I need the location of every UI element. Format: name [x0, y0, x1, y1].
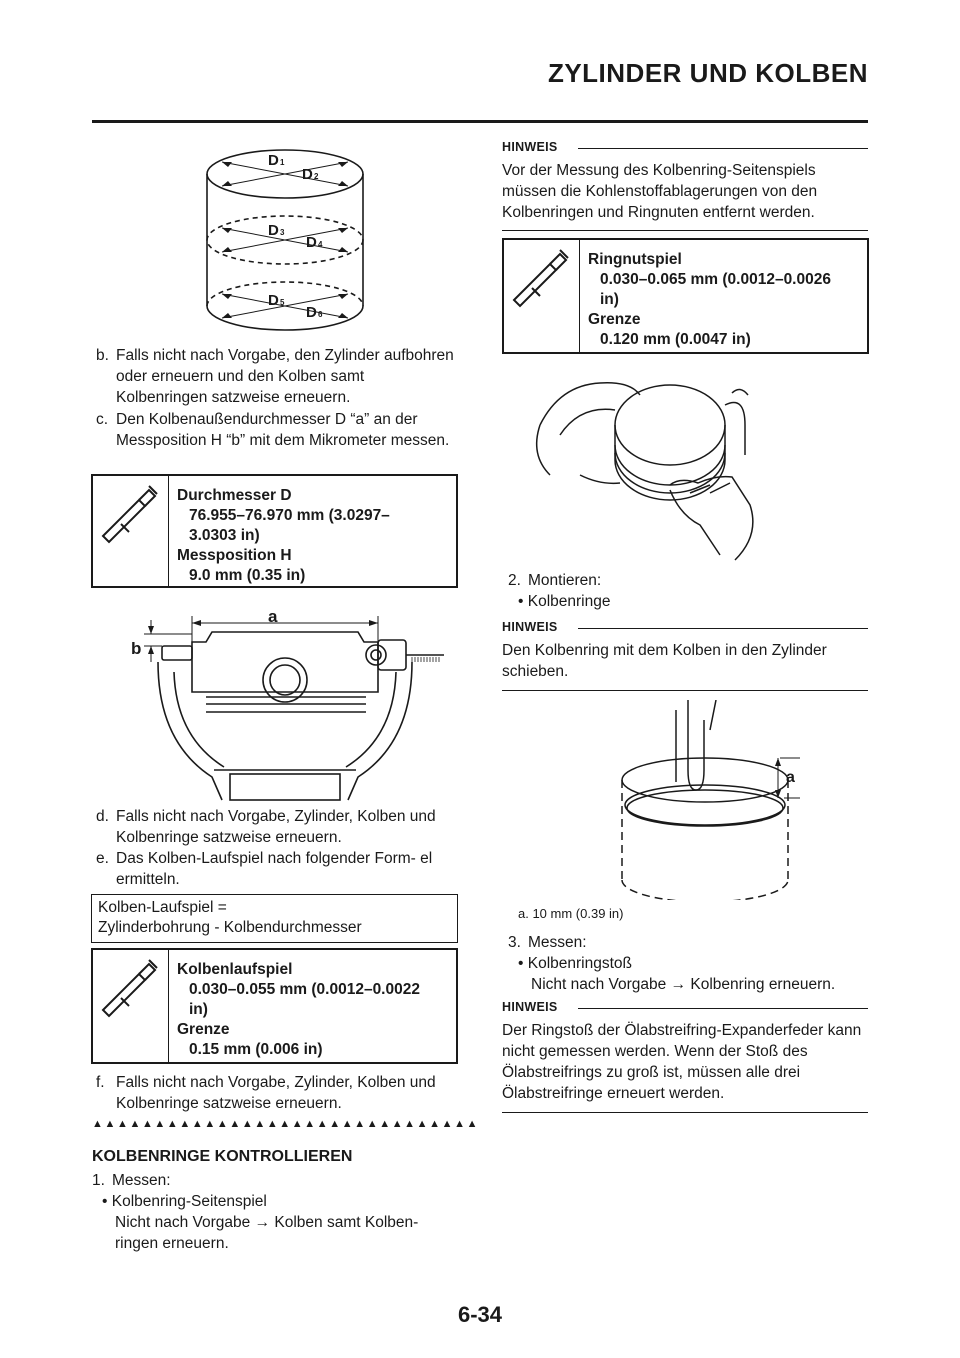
- svg-text:6: 6: [318, 310, 323, 319]
- caliper-icon: [99, 484, 159, 544]
- spec-box-piston-clearance: [91, 948, 458, 1064]
- item-3: 3. Messen:: [508, 934, 587, 951]
- label-a: a: [786, 769, 795, 786]
- note-label: HINWEIS: [502, 620, 558, 634]
- spec-text: Kolbenlaufspiel 0.030–0.055 mm (0.0012–0.0022 in) Grenze 0.15 mm (0.006 in): [177, 961, 420, 1058]
- end-marker: ▲▲▲▲▲▲▲▲▲▲▲▲▲▲▲▲▲▲▲▲▲▲▲▲▲▲▲▲▲▲▲: [92, 1118, 480, 1130]
- label-d3: D: [268, 222, 279, 239]
- spec-box-piston-diameter: [91, 474, 458, 588]
- spec-text: Ringnutspiel 0.030–0.065 mm (0.0012–0.0026 in) Grenze 0.120 mm (0.0047 in): [588, 251, 831, 348]
- item-2: 2. Montieren:: [508, 572, 602, 589]
- svg-text:1: 1: [280, 158, 285, 167]
- item-1-action: Nicht nach Vorgabe → Kolben samt Kolben-: [115, 1214, 419, 1231]
- spec-box-ring-groove: [502, 238, 869, 354]
- caliper-icon: [99, 958, 159, 1018]
- item-1-bullet: • Kolbenring-Seitenspiel: [102, 1193, 267, 1210]
- note-label: HINWEIS: [502, 140, 558, 154]
- label-d6: D: [306, 304, 317, 321]
- label-d1: D: [268, 152, 279, 169]
- step-f: f. Falls nicht nach Vorgabe, Zylinder, Kolben und Kolbenringe satzweise erneuern.: [96, 1074, 436, 1112]
- label-a: a: [268, 607, 278, 626]
- step-b: b. Falls nicht nach Vorgabe, den Zylinder aufbohren oder erneuern und den Kolben samt Kolbenringen satzweise erneuern.: [96, 347, 454, 406]
- header-rule: [92, 120, 868, 123]
- cylinder-measurement-figure: [200, 140, 370, 340]
- note-2: Den Kolbenring mit dem Kolben in den Zylinder schieben.: [502, 642, 827, 680]
- item-3-bullet: • Kolbenringstoß: [518, 955, 632, 972]
- svg-text:5: 5: [280, 298, 285, 307]
- label-d5: D: [268, 292, 279, 309]
- label-d2: D: [302, 166, 313, 183]
- page-title: ZYLINDER UND KOLBEN: [547, 58, 868, 88]
- item-1: 1. Messen:: [92, 1172, 171, 1189]
- section-heading: KOLBENRINGE KONTROLLIEREN: [92, 1148, 353, 1165]
- step-e: e. Das Kolben-Laufspiel nach folgender Form- el ermitteln.: [96, 850, 433, 888]
- page-number: 6-34: [457, 1302, 503, 1327]
- formula-box: Kolben-Laufspiel = Zylinderbohrung - Kolbendurchmesser: [91, 894, 458, 943]
- svg-text:2: 2: [314, 172, 319, 181]
- label-d4: D: [306, 234, 317, 251]
- note-label: HINWEIS: [502, 1000, 558, 1014]
- svg-text:3: 3: [280, 228, 285, 237]
- note-1: Vor der Messung des Kolbenring-Seitenspiels müssen die Kohlenstoffablagerungen von den Kolbenringen und Ringnuten entfernt werden.: [502, 162, 818, 221]
- note-3: Der Ringstoß der Ölabstreifring-Expanderfeder kann nicht gemessen werden. Wenn der Stoß des Ölabstreifrings zu groß ist, müssen alle drei Ölabstreifringe erneuert werden.: [502, 1022, 862, 1102]
- item-2-bullet: • Kolbenringe: [518, 593, 611, 610]
- item-1-action-cont: ringen erneuern.: [115, 1235, 229, 1252]
- step-c: c. Den Kolbenaußendurchmesser D “a” an der Messposition H “b” mit dem Mikrometer messen.: [96, 411, 450, 449]
- step-d: d. Falls nicht nach Vorgabe, Zylinder, Kolben und Kolbenringe satzweise erneuern.: [96, 808, 436, 846]
- item-3-action: Nicht nach Vorgabe → Kolbenring erneuern.: [531, 976, 836, 993]
- micrometer-piston-figure: [122, 602, 452, 802]
- ring-in-cylinder-figure: [600, 700, 810, 900]
- svg-text:4: 4: [318, 240, 323, 249]
- label-b: b: [131, 639, 142, 658]
- spec-text: Durchmesser D 76.955–76.970 mm (3.0297– 3.0303 in) Messposition H 9.0 mm (0.35 in): [177, 487, 390, 584]
- ring-side-clearance-figure: [520, 365, 780, 565]
- figure-caption: a. 10 mm (0.39 in): [518, 906, 624, 921]
- caliper-icon: [510, 248, 570, 308]
